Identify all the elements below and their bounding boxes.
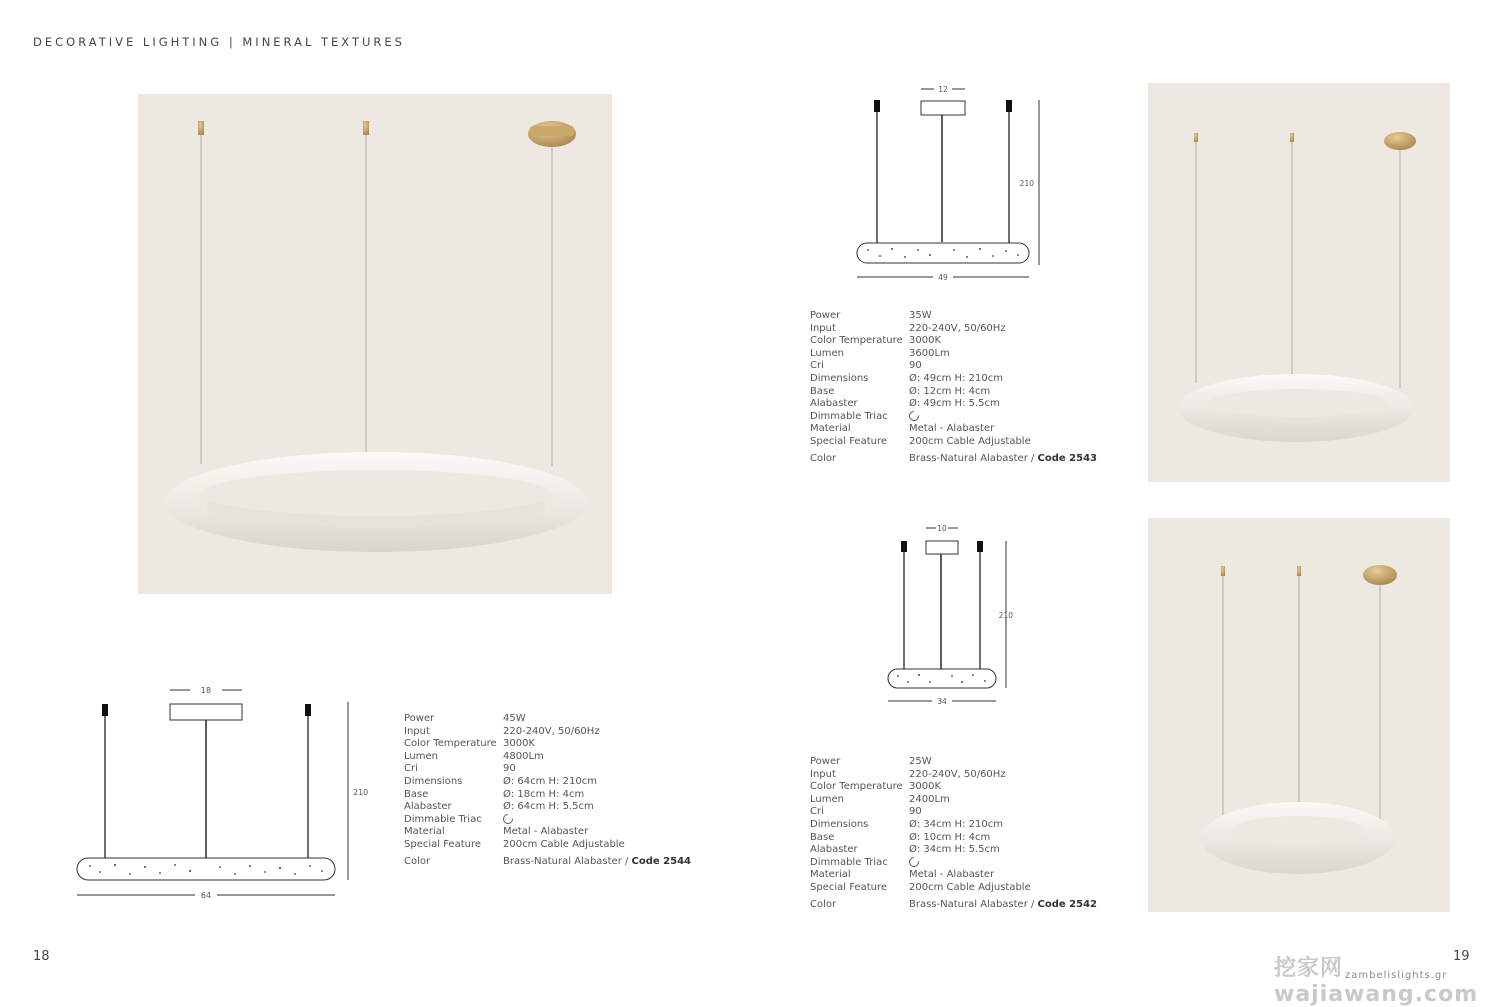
spec-value: 3600Lm — [909, 347, 950, 359]
spec-label: Special Feature — [810, 881, 887, 893]
spec-label: Dimensions — [404, 775, 463, 787]
spec-value: 2400Lm — [909, 793, 950, 805]
spec-row — [404, 751, 691, 764]
spec-label: Power — [810, 310, 841, 321]
spec-label: Color — [404, 855, 431, 867]
spec-label: Dimmable Triac — [810, 410, 888, 422]
spec-row-color — [404, 856, 691, 869]
spec-row — [810, 781, 1097, 794]
dim-base-width-2543: 12 — [938, 85, 948, 94]
spec-label: Power — [810, 756, 841, 767]
spec-value: Ø: 49cm H: 210cm — [909, 372, 1003, 384]
spec-row — [404, 713, 691, 726]
spec-label: Color — [810, 452, 837, 464]
spec-row — [810, 756, 1097, 769]
spec-value: 35W — [909, 310, 932, 321]
spec-row — [404, 814, 691, 827]
spec-row — [810, 794, 1097, 807]
spec-row — [810, 348, 1097, 361]
pendant-ring-medium-image — [1148, 83, 1450, 482]
spec-row — [810, 360, 1097, 373]
spec-value: 90 — [909, 360, 922, 372]
spec-value: Ø: 64cm H: 5.5cm — [503, 801, 594, 813]
spec-label: Lumen — [810, 347, 844, 359]
color-value: Brass-Natural Alabaster / — [909, 452, 1035, 464]
spec-label: Lumen — [810, 793, 844, 805]
spec-row — [404, 839, 691, 852]
spec-label: Dimensions — [810, 818, 869, 830]
dim-height-2542: 210 — [998, 611, 1013, 620]
spec-row — [810, 857, 1097, 870]
watermark: 挖家网 wajiawang.com — [1274, 956, 1479, 1007]
spec-value: 90 — [503, 763, 516, 775]
spec-value — [909, 453, 1097, 466]
spec-value: 45W — [503, 713, 526, 724]
spec-value: Metal - Alabaster — [503, 826, 589, 838]
spec-label: Color Temperature — [810, 335, 903, 347]
spec-value: 25W — [909, 756, 932, 767]
spec-row — [810, 844, 1097, 857]
spec-label: Material — [810, 869, 851, 881]
spec-value: 3000K — [909, 335, 942, 347]
spec-value: 200cm Cable Adjustable — [909, 435, 1031, 447]
spec-row — [810, 436, 1097, 449]
spec-label: Power — [404, 713, 435, 724]
dim-base-width-2544: 18 — [200, 686, 212, 695]
spec-label: Input — [404, 725, 430, 737]
spec-label: Special Feature — [810, 435, 887, 447]
spec-label: Lumen — [404, 750, 438, 762]
dim-diameter-2543: 49 — [938, 273, 948, 282]
spec-value: Ø: 34cm H: 5.5cm — [909, 844, 1000, 856]
product-photo-2543 — [1148, 83, 1450, 482]
dimmable-icon — [501, 812, 515, 826]
spec-value — [503, 856, 691, 869]
spec-row — [810, 398, 1097, 411]
product-photo-2542 — [1148, 518, 1450, 912]
spec-row — [810, 411, 1097, 424]
spec-value: 90 — [909, 806, 922, 818]
dim-diameter-2544: 64 — [200, 891, 212, 900]
spec-label: Base — [404, 788, 429, 800]
spec-value: 220-240V, 50/60Hz — [909, 768, 1006, 780]
spec-table-2544 — [404, 713, 691, 868]
spec-row — [404, 738, 691, 751]
spec-row — [404, 776, 691, 789]
spec-value: 3000K — [503, 738, 536, 750]
spec-value: Ø: 64cm H: 210cm — [503, 775, 597, 787]
technical-drawing-2542 — [882, 520, 1022, 710]
spec-row — [404, 789, 691, 802]
dim-height-2544: 210 — [353, 788, 369, 797]
spec-value: 4800Lm — [503, 750, 544, 762]
spec-row — [810, 310, 1097, 323]
product-code: Code 2544 — [631, 855, 692, 867]
spec-row — [404, 763, 691, 776]
spec-value: 220-240V, 50/60Hz — [503, 725, 600, 737]
spec-value — [909, 857, 919, 870]
technical-drawing-2544 — [70, 680, 369, 905]
spec-value: Ø: 34cm H: 210cm — [909, 818, 1003, 830]
spec-label: Dimmable Triac — [810, 856, 888, 868]
spec-value — [909, 411, 919, 424]
spec-value: Ø: 10cm H: 4cm — [909, 831, 991, 843]
spec-row — [810, 323, 1097, 336]
spec-value: 3000K — [909, 781, 942, 793]
spec-row-color — [810, 899, 1097, 912]
spec-row — [810, 832, 1097, 845]
spec-label: Base — [810, 831, 835, 843]
spec-label: Color Temperature — [810, 781, 903, 793]
spec-row — [810, 373, 1097, 386]
spec-row — [810, 335, 1097, 348]
spec-label: Alabaster — [404, 801, 452, 813]
page-number-right: 19 — [1453, 949, 1470, 964]
spec-row-color — [810, 453, 1097, 466]
dim-height-2543: 210 — [1019, 179, 1034, 188]
spec-row — [810, 882, 1097, 895]
spec-label: Special Feature — [404, 838, 481, 850]
spec-value — [909, 899, 1097, 912]
spec-label: Material — [404, 826, 445, 838]
catalog-header: DECORATIVE LIGHTING | MINERAL TEXTURES — [33, 35, 405, 49]
spec-row — [404, 726, 691, 739]
spec-row — [404, 826, 691, 839]
spec-row — [404, 801, 691, 814]
spec-value: Ø: 18cm H: 4cm — [503, 788, 585, 800]
dimmable-icon — [907, 855, 921, 869]
dim-diameter-2542: 34 — [937, 697, 947, 706]
spec-label: Alabaster — [810, 398, 858, 410]
spec-label: Color — [810, 898, 837, 910]
dimmable-icon — [907, 409, 921, 423]
spec-table-2542 — [810, 756, 1097, 911]
spec-label: Base — [810, 385, 835, 397]
spec-row — [810, 819, 1097, 832]
spec-label: Cri — [810, 806, 824, 818]
color-value: Brass-Natural Alabaster / — [503, 855, 629, 867]
spec-label: Color Temperature — [404, 738, 497, 750]
spec-value: Metal - Alabaster — [909, 423, 995, 435]
product-code: Code 2543 — [1037, 452, 1098, 464]
spec-value: Metal - Alabaster — [909, 869, 995, 881]
technical-drawing-2543 — [850, 80, 1050, 285]
pendant-ring-large-image — [138, 94, 612, 594]
dim-base-width-2542: 10 — [937, 524, 947, 533]
spec-label: Cri — [404, 763, 418, 775]
color-value: Brass-Natural Alabaster / — [909, 898, 1035, 910]
pendant-ring-small-image — [1148, 518, 1450, 912]
spec-label: Input — [810, 322, 836, 334]
spec-row — [810, 423, 1097, 436]
website-url: zambelislights.gr — [1345, 970, 1448, 981]
spec-value — [503, 814, 513, 827]
spec-value: Ø: 49cm H: 5.5cm — [909, 398, 1000, 410]
spec-value: 200cm Cable Adjustable — [909, 881, 1031, 893]
spec-row — [810, 806, 1097, 819]
spec-row — [810, 869, 1097, 882]
spec-row — [810, 769, 1097, 782]
spec-label: Input — [810, 768, 836, 780]
spec-label: Alabaster — [810, 844, 858, 856]
spec-label: Material — [810, 423, 851, 435]
spec-table-2543 — [810, 310, 1097, 465]
spec-label: Cri — [810, 360, 824, 372]
product-photo-2544 — [138, 94, 612, 594]
spec-value: Ø: 12cm H: 4cm — [909, 385, 991, 397]
spec-row — [810, 386, 1097, 399]
spec-label: Dimensions — [810, 372, 869, 384]
spec-value: 200cm Cable Adjustable — [503, 838, 625, 850]
spec-value: 220-240V, 50/60Hz — [909, 322, 1006, 334]
product-code: Code 2542 — [1037, 898, 1098, 910]
spec-label: Dimmable Triac — [404, 813, 482, 825]
page-number-left: 18 — [33, 949, 50, 964]
